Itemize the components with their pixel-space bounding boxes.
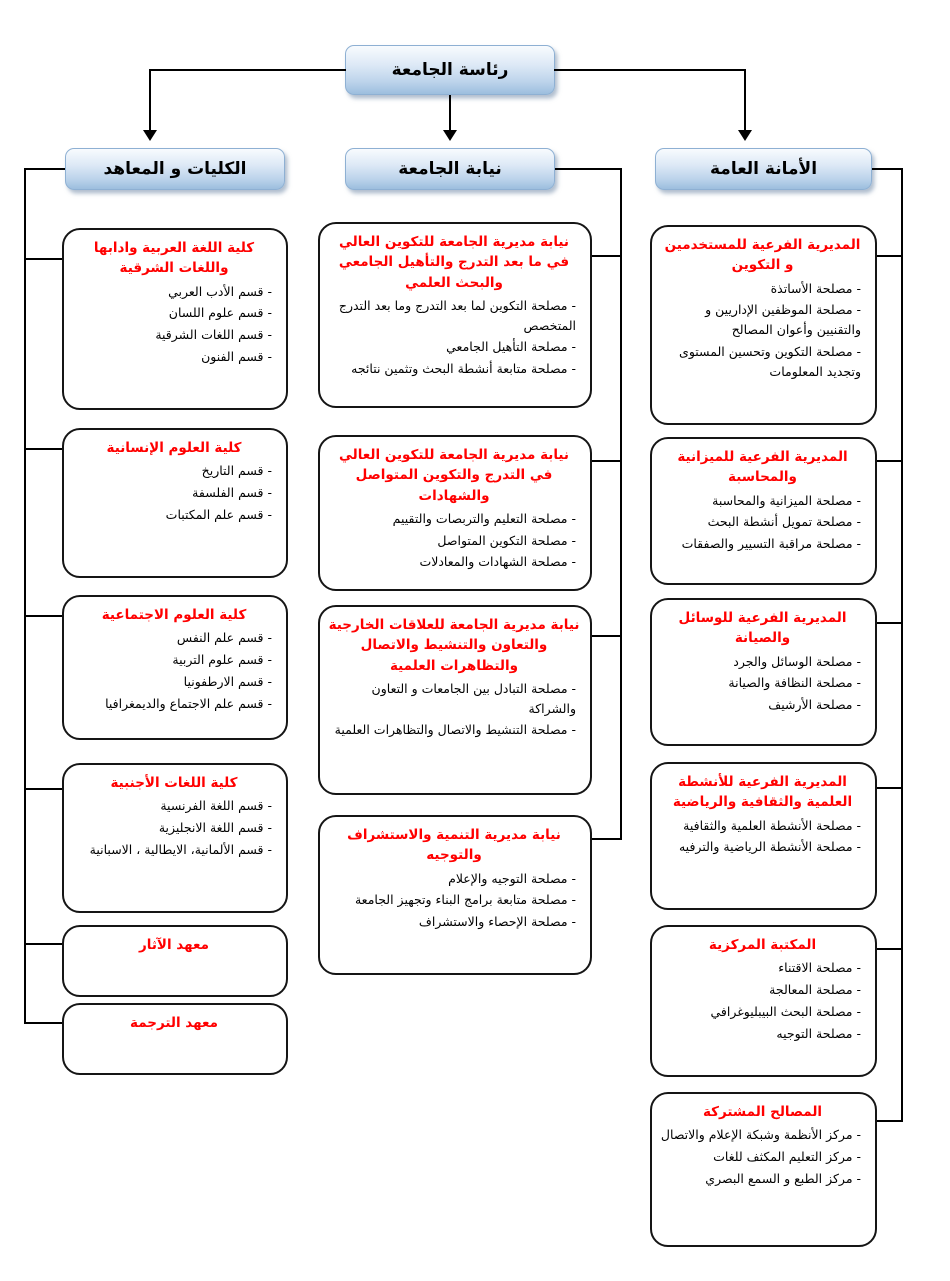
connector bbox=[877, 1120, 903, 1122]
org-box-vice-external-relations bbox=[318, 605, 592, 795]
box-items bbox=[72, 461, 276, 524]
node-general-secretariat: الأمانة العامة bbox=[655, 148, 872, 190]
box-items bbox=[660, 652, 865, 715]
box-items bbox=[72, 282, 276, 367]
department-item: - مصلحة التأهيل الجامعي bbox=[328, 337, 576, 357]
connector bbox=[25, 615, 62, 617]
box-title: معهد الترجمة bbox=[130, 1015, 218, 1031]
department-item: - مصلحة مراقبة التسيير والصفقات bbox=[660, 534, 861, 554]
department-item: - مصلحة تمويل أنشطة البحث bbox=[660, 512, 861, 532]
org-box-common-services bbox=[650, 1092, 877, 1247]
box-title: كلية العلوم الإنسانية bbox=[106, 440, 242, 456]
department-item: - قسم علوم اللسان bbox=[72, 303, 272, 323]
department-item: - قسم علم النفس bbox=[72, 628, 272, 648]
connector bbox=[449, 95, 451, 132]
box-title: كلية العلوم الاجتماعية bbox=[101, 607, 247, 623]
department-item: - قسم علم المكتبات bbox=[72, 505, 272, 525]
box-title: المديرية الفرعية للميزانية والمحاسبة bbox=[677, 449, 848, 486]
node-faculties-institutes: الكليات و المعاهد bbox=[65, 148, 285, 190]
org-box-vice-development bbox=[318, 815, 592, 975]
department-item: - قسم علم الاجتماع والديمغرافيا bbox=[72, 694, 272, 714]
box-items bbox=[660, 279, 865, 382]
department-item: - قسم اللغة الانجليزية bbox=[72, 818, 272, 838]
connector bbox=[25, 943, 62, 945]
box-title: المديرية الفرعية للمستخدمين و التكوين bbox=[664, 237, 861, 274]
node-vice-rectorate: نيابة الجامعة bbox=[345, 148, 555, 190]
department-item: - مصلحة الأساتذة bbox=[660, 279, 861, 299]
connector bbox=[901, 168, 903, 1122]
connector bbox=[24, 168, 26, 1024]
connector bbox=[150, 69, 346, 71]
arrow-down-icon bbox=[738, 130, 752, 141]
box-items bbox=[72, 628, 276, 713]
department-item: - مصلحة الأنشطة العلمية والثقافية bbox=[660, 816, 861, 836]
department-item: - مصلحة الموظفين الإداريين و والتقنيين وأعوان المصالح bbox=[660, 300, 861, 340]
org-box-institute-translation bbox=[62, 1003, 288, 1075]
department-item: - قسم الألمانية، الايطالية ، الاسبانية bbox=[72, 840, 272, 860]
org-box-vice-undergraduate bbox=[318, 435, 592, 591]
box-title: المكتبة المركزية bbox=[708, 937, 817, 953]
department-item: - مصلحة التبادل بين الجامعات و التعاون والشراكة bbox=[328, 679, 576, 719]
org-box-faculty-humanities bbox=[62, 428, 288, 578]
arrow-down-icon bbox=[443, 130, 457, 141]
department-item: - مصلحة التعليم والتربصات والتقييم bbox=[328, 509, 576, 529]
connector bbox=[592, 255, 622, 257]
box-title: نيابة مديرية الجامعة للعلاقات الخارجية والتعاون والتنشيط والاتصال والتظاهرات العلمية bbox=[328, 617, 580, 674]
box-title: كلية اللغات الأجنبية bbox=[110, 775, 238, 791]
department-item: - مصلحة الميزانية والمحاسبة bbox=[660, 491, 861, 511]
connector bbox=[620, 168, 622, 840]
department-item: - قسم الفلسفة bbox=[72, 483, 272, 503]
org-box-sub-scientific-cultural-sport bbox=[650, 762, 877, 910]
connector bbox=[555, 168, 622, 170]
connector bbox=[25, 258, 62, 260]
department-item: - مصلحة البحث البيبليوغرافي bbox=[660, 1002, 861, 1022]
node-university-presidency: رئاسة الجامعة bbox=[345, 45, 555, 95]
org-box-sub-personnel-training bbox=[650, 225, 877, 425]
org-box-faculty-social-sciences bbox=[62, 595, 288, 740]
department-item: - مصلحة التنشيط والاتصال والتظاهرات العلمية bbox=[328, 720, 576, 740]
connector bbox=[25, 788, 62, 790]
org-box-sub-budget-accounting bbox=[650, 437, 877, 585]
department-item: - مركز التعليم المكثف للغات bbox=[660, 1147, 861, 1167]
org-box-sub-means-maintenance bbox=[650, 598, 877, 746]
department-item: - مصلحة النظافة والصيانة bbox=[660, 673, 861, 693]
arrow-down-icon bbox=[143, 130, 157, 141]
org-box-faculty-foreign-languages bbox=[62, 763, 288, 913]
department-item: - مصلحة الوسائل والجرد bbox=[660, 652, 861, 672]
department-item: - قسم الفنون bbox=[72, 347, 272, 367]
department-item: - مصلحة الأرشيف bbox=[660, 695, 861, 715]
connector bbox=[877, 460, 903, 462]
connector bbox=[877, 622, 903, 624]
org-box-vice-postgraduate bbox=[318, 222, 592, 408]
connector bbox=[25, 168, 65, 170]
box-title: المصالح المشتركة bbox=[702, 1104, 823, 1120]
connector bbox=[877, 948, 903, 950]
department-item: - قسم التاريخ bbox=[72, 461, 272, 481]
connector bbox=[872, 168, 903, 170]
box-title: كلية اللغة العربية وادابها واللغات الشرقية bbox=[93, 240, 255, 277]
box-title: المديرية الفرعية للأنشطة العلمية والثقافية والرياضية bbox=[672, 774, 853, 811]
department-item: - مركز الطبع و السمع البصري bbox=[660, 1169, 861, 1189]
department-item: - قسم علوم التربية bbox=[72, 650, 272, 670]
department-item: - مصلحة التكوين وتحسين المستوى وتجديد المعلومات bbox=[660, 342, 861, 382]
connector bbox=[877, 787, 903, 789]
department-item: - مصلحة الأنشطة الرياضية والترفيه bbox=[660, 837, 861, 857]
connector bbox=[149, 69, 151, 132]
department-item: - مصلحة الإحصاء والاستشراف bbox=[328, 912, 576, 932]
org-box-institute-archaeology bbox=[62, 925, 288, 997]
box-title: نيابة مديرية الجامعة للتكوين العالي في ما بعد التدرج والتأهيل الجامعي والبحث العلمي bbox=[338, 234, 570, 291]
box-items bbox=[660, 816, 865, 858]
box-items bbox=[328, 509, 580, 572]
box-items bbox=[328, 869, 580, 932]
box-items bbox=[660, 958, 865, 1043]
box-title: نيابة مديرية الجامعة للتكوين العالي في التدرج والتكوين المتواصل والشهادات bbox=[339, 447, 569, 504]
box-items bbox=[660, 491, 865, 554]
connector bbox=[592, 635, 622, 637]
box-items bbox=[660, 1125, 865, 1188]
box-items bbox=[328, 679, 580, 740]
department-item: - مصلحة التوجيه والإعلام bbox=[328, 869, 576, 889]
connector bbox=[554, 69, 746, 71]
connector bbox=[877, 255, 903, 257]
department-item: - مصلحة التكوين لما بعد التدرج وما بعد التدرج المتخصص bbox=[328, 296, 576, 336]
department-item: - قسم اللغات الشرقية bbox=[72, 325, 272, 345]
org-box-central-library bbox=[650, 925, 877, 1077]
box-items bbox=[72, 796, 276, 859]
department-item: - مصلحة الاقتناء bbox=[660, 958, 861, 978]
department-item: - قسم الارطفونيا bbox=[72, 672, 272, 692]
box-title: نيابة مديرية التنمية والاستشراف والتوجيه bbox=[347, 827, 561, 864]
box-title: المديرية الفرعية للوسائل والصيانة bbox=[678, 610, 847, 647]
department-item: - مصلحة متابعة أنشطة البحث وتثمين نتائجه bbox=[328, 359, 576, 379]
department-item: - مصلحة متابعة برامج البناء وتجهيز الجامعة bbox=[328, 890, 576, 910]
department-item: - مصلحة التوجيه bbox=[660, 1024, 861, 1044]
department-item: - قسم الأدب العربي bbox=[72, 282, 272, 302]
department-item: - مركز الأنظمة وشبكة الإعلام والاتصال bbox=[660, 1125, 861, 1145]
connector bbox=[744, 69, 746, 132]
department-item: - مصلحة التكوين المتواصل bbox=[328, 531, 576, 551]
box-items bbox=[328, 296, 580, 379]
department-item: - مصلحة الشهادات والمعادلات bbox=[328, 552, 576, 572]
department-item: - مصلحة المعالجة bbox=[660, 980, 861, 1000]
connector bbox=[592, 838, 622, 840]
connector bbox=[25, 1022, 62, 1024]
department-item: - قسم اللغة الفرنسية bbox=[72, 796, 272, 816]
org-box-faculty-arabic-language bbox=[62, 228, 288, 410]
connector bbox=[592, 460, 622, 462]
box-title: معهد الآثار bbox=[139, 937, 209, 953]
connector bbox=[25, 448, 62, 450]
